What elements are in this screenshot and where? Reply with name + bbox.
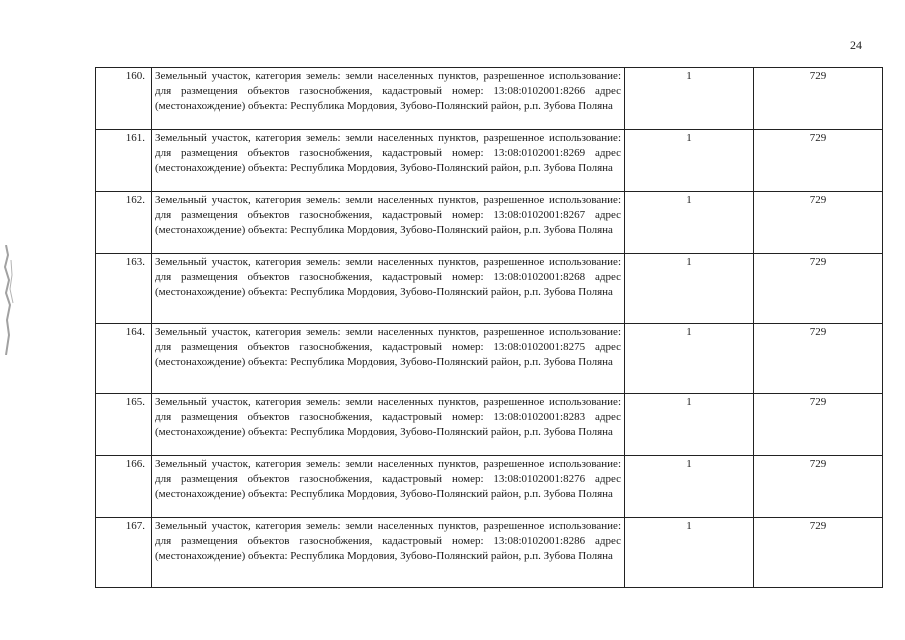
row-description: Земельный участок, категория земель: земли населенных пунктов, разрешенное использование: для размещения объектов газоснобжения, кадастровый номер: 13:08:0102001:8286 адрес (местонахождение) объекта: Республика Мордовия, Зубово-Полянский район, р.п. Зубова Поляна xyxy=(152,518,625,588)
row-number: 165. xyxy=(96,394,152,456)
row-quantity: 1 xyxy=(625,456,754,518)
row-area: 729 xyxy=(754,324,883,394)
scan-artifact xyxy=(2,245,16,355)
row-description: Земельный участок, категория земель: земли населенных пунктов, разрешенное использование: для размещения объектов газоснобжения, кадастровый номер: 13:08:0102001:8266 адрес (местонахождение) объекта: Республика Мордовия, Зубово-Полянский район, р.п. Зубова Поляна xyxy=(152,68,625,130)
land-plot-table xyxy=(95,67,883,588)
table-row xyxy=(96,254,883,324)
table-row xyxy=(96,68,883,130)
row-number: 166. xyxy=(96,456,152,518)
row-number: 161. xyxy=(96,130,152,192)
row-description: Земельный участок, категория земель: земли населенных пунктов, разрешенное использование: для размещения объектов газоснобжения, кадастровый номер: 13:08:0102001:8276 адрес (местонахождение) объекта: Республика Мордовия, Зубово-Полянский район, р.п. Зубова Поляна xyxy=(152,456,625,518)
row-area: 729 xyxy=(754,130,883,192)
table-row xyxy=(96,518,883,588)
row-description: Земельный участок, категория земель: земли населенных пунктов, разрешенное использование: для размещения объектов газоснобжения, кадастровый номер: 13:08:0102001:8267 адрес (местонахождение) объекта: Республика Мордовия, Зубово-Полянский район, р.п. Зубова Поляна xyxy=(152,192,625,254)
page-number: 24 xyxy=(850,38,862,52)
table-row xyxy=(96,456,883,518)
row-number: 162. xyxy=(96,192,152,254)
row-quantity: 1 xyxy=(625,130,754,192)
row-description: Земельный участок, категория земель: земли населенных пунктов, разрешенное использование: для размещения объектов газоснобжения, кадастровый номер: 13:08:0102001:8275 адрес (местонахождение) объекта: Республика Мордовия, Зубово-Полянский район, р.п. Зубова Поляна xyxy=(152,324,625,394)
row-quantity: 1 xyxy=(625,324,754,394)
row-number: 164. xyxy=(96,324,152,394)
row-description: Земельный участок, категория земель: земли населенных пунктов, разрешенное использование: для размещения объектов газоснобжения, кадастровый номер: 13:08:0102001:8283 адрес (местонахождение) объекта: Республика Мордовия, Зубово-Полянский район, р.п. Зубова Поляна xyxy=(152,394,625,456)
row-number: 167. xyxy=(96,518,152,588)
row-number: 163. xyxy=(96,254,152,324)
row-quantity: 1 xyxy=(625,518,754,588)
row-area: 729 xyxy=(754,68,883,130)
table-row xyxy=(96,130,883,192)
row-area: 729 xyxy=(754,254,883,324)
row-description: Земельный участок, категория земель: земли населенных пунктов, разрешенное использование: для размещения объектов газоснобжения, кадастровый номер: 13:08:0102001:8268 адрес (местонахождение) объекта: Республика Мордовия, Зубово-Полянский район, р.п. Зубова Поляна xyxy=(152,254,625,324)
row-number: 160. xyxy=(96,68,152,130)
table-row xyxy=(96,324,883,394)
row-description: Земельный участок, категория земель: земли населенных пунктов, разрешенное использование: для размещения объектов газоснобжения, кадастровый номер: 13:08:0102001:8269 адрес (местонахождение) объекта: Республика Мордовия, Зубово-Полянский район, р.п. Зубова Поляна xyxy=(152,130,625,192)
row-quantity: 1 xyxy=(625,254,754,324)
row-area: 729 xyxy=(754,394,883,456)
row-area: 729 xyxy=(754,192,883,254)
table-row xyxy=(96,192,883,254)
row-area: 729 xyxy=(754,456,883,518)
row-area: 729 xyxy=(754,518,883,588)
table-row xyxy=(96,394,883,456)
row-quantity: 1 xyxy=(625,68,754,130)
row-quantity: 1 xyxy=(625,394,754,456)
row-quantity: 1 xyxy=(625,192,754,254)
